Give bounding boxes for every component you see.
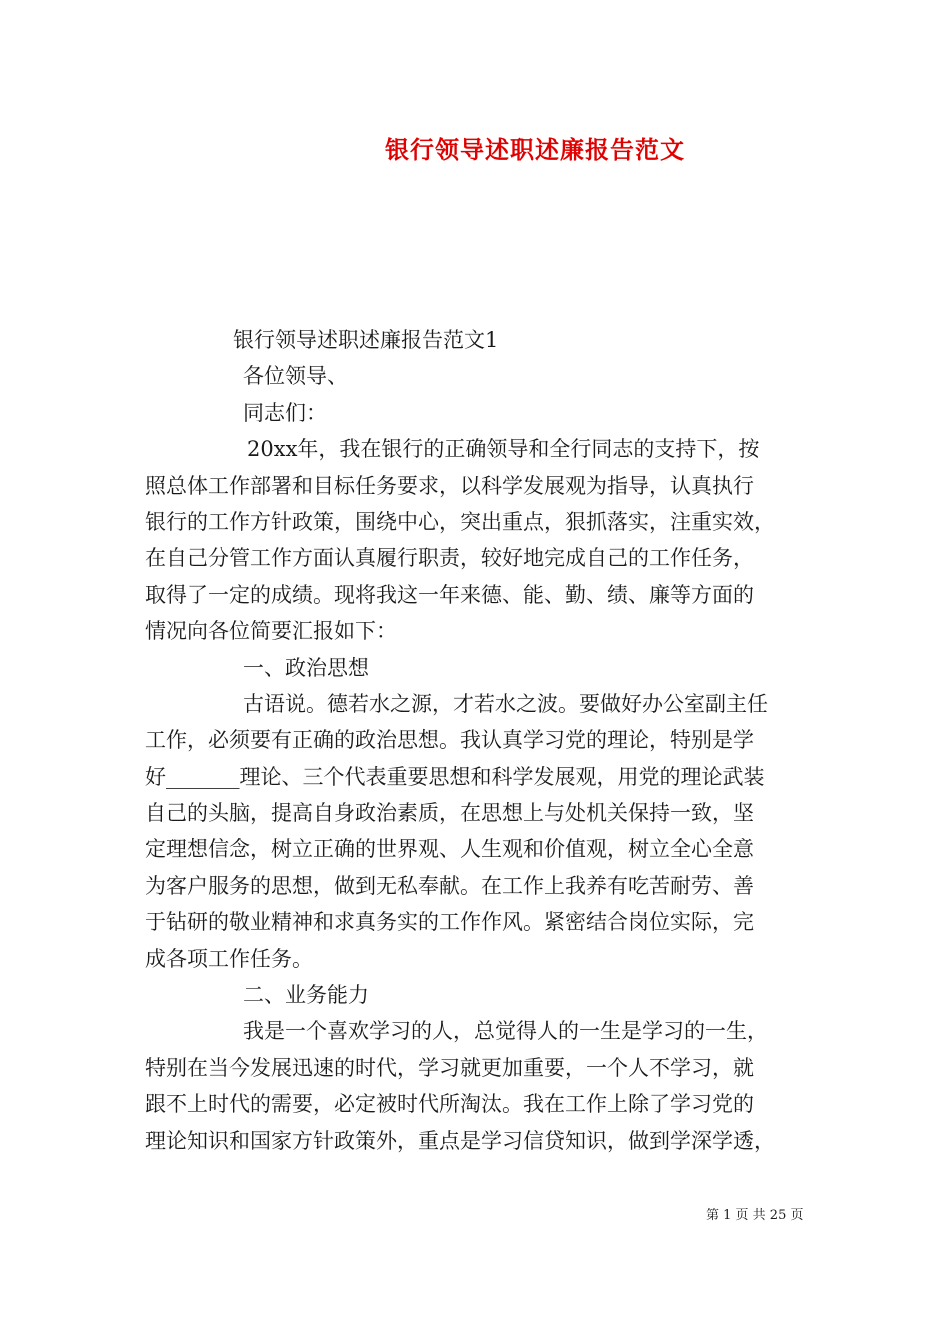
salutation-line: 各位领导、 (243, 364, 348, 389)
section-heading: 银行领导述职述廉报告范文1 (233, 328, 499, 352)
paragraph-line: 好_______理论、三个代表重要思想和科学发展观，用党的理论武装 (145, 764, 765, 789)
paragraph-line: 跟不上时代的需要，必定被时代所淘汰。我在工作上除了学习党的 (145, 1092, 754, 1117)
paragraph-line: 于钻研的敬业精神和求真务实的工作作风。紧密结合岗位实际，完 (145, 910, 754, 935)
paragraph-line: 银行的工作方针政策，围绕中心，突出重点，狠抓落实，注重实效， (145, 509, 775, 534)
paragraph-line: 特别在当今发展迅速的时代，学习就更加重要，一个人不学习，就 (145, 1055, 754, 1080)
paragraph-line: 自己的头脑，提高自身政治素质，在思想上与处机关保持一致，坚 (145, 801, 754, 826)
paragraph-line: 20xx年，我在银行的正确领导和全行同志的支持下，按 (247, 437, 760, 462)
paragraph-line: 古语说。德若水之源，才若水之波。要做好办公室副主任 (243, 691, 768, 716)
paragraph-line: 情况向各位简要汇报如下： (145, 619, 397, 644)
section-heading: 二、业务能力 (243, 983, 369, 1008)
paragraph-line: 取得了一定的成绩。现将我这一年来德、能、勤、绩、廉等方面的 (145, 582, 754, 607)
salutation-line: 同志们： (243, 400, 327, 425)
document-title: 银行领导述职述廉报告范文 (385, 135, 685, 164)
paragraph-line: 工作，必须要有正确的政治思想。我认真学习党的理论，特别是学 (145, 728, 754, 753)
paragraph-line: 理论知识和国家方针政策外，重点是学习信贷知识，做到学深学透， (145, 1128, 775, 1153)
paragraph-line: 照总体工作部署和目标任务要求，以科学发展观为指导，认真执行 (145, 473, 754, 498)
paragraph-line: 我是一个喜欢学习的人，总觉得人的一生是学习的一生， (243, 1019, 768, 1044)
paragraph-line: 为客户服务的思想，做到无私奉献。在工作上我养有吃苦耐劳、善 (145, 873, 754, 898)
section-heading: 一、政治思想 (243, 655, 369, 680)
paragraph-line: 在自己分管工作方面认真履行职责，较好地完成自己的工作任务， (145, 546, 754, 571)
page-number-footer: 第 1 页 共 25 页 (706, 1208, 804, 1223)
paragraph-line: 定理想信念，树立正确的世界观、人生观和价值观，树立全心全意 (145, 837, 754, 862)
paragraph-line: 成各项工作任务。 (145, 946, 313, 971)
document-body (145, 322, 815, 1159)
